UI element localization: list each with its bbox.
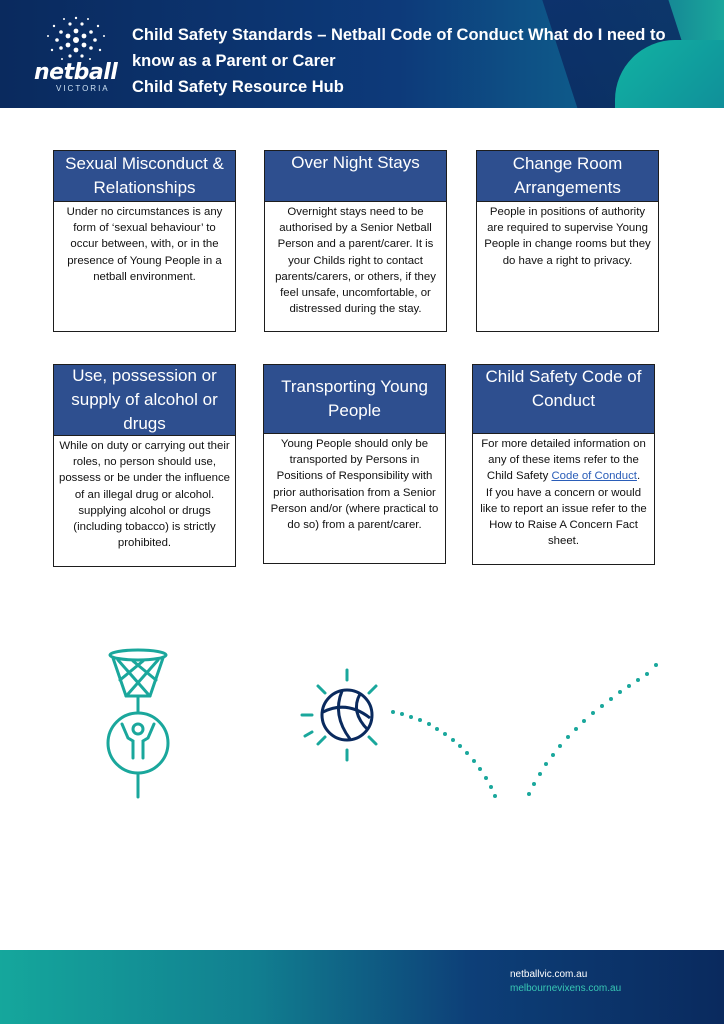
page-header	[0, 0, 724, 108]
logo-wordmark: netball	[34, 60, 118, 85]
title-line-2: know as a Parent or Carer	[132, 52, 336, 70]
code-of-conduct-link[interactable]: Code of Conduct	[551, 470, 637, 483]
card-heading: Transporting Young People	[264, 365, 445, 434]
card-sexual-misconduct	[53, 150, 236, 332]
card-change-room	[476, 150, 659, 332]
card-overnight-stays	[264, 150, 447, 332]
card-heading: Change Room Arrangements	[477, 151, 658, 202]
card-body-punctuation: .	[636, 470, 641, 483]
card-body: People in positions of authority are required to supervise Young People in change rooms but they do have a right to privacy.	[484, 206, 651, 267]
logo-subtext: VICTORIA	[56, 84, 110, 93]
page-title	[132, 22, 717, 100]
card-body-second: If you have a concern or would like to report an issue refer to the How to Raise A Concern Fact sheet.	[480, 486, 647, 548]
card-heading: Over Night Stays	[265, 151, 446, 202]
card-body-text: For more detailed information on any of these items refer to the Child Safety	[481, 438, 646, 483]
footer-website-vixens[interactable]: melbournevixens.com.au	[510, 983, 622, 994]
netball-ball-icon	[302, 670, 376, 760]
card-body	[473, 434, 654, 551]
card-body: While on duty or carrying out their roles, no person should use, possess or be under the influence of an illegal drug or alcohol. supplying alcohol or drugs (including tobacco) is strictly prohibited.	[59, 440, 230, 550]
card-transporting	[263, 364, 446, 564]
page-footer	[0, 950, 724, 1024]
card-alcohol-drugs	[53, 364, 236, 567]
card-heading: Use, possession or supply of alcohol or drugs	[54, 365, 235, 436]
title-line-1: Child Safety Standards – Netball Code of Conduct What do I need to	[132, 26, 666, 44]
bouncing-dots-icon	[391, 663, 658, 798]
card-heading: Child Safety Code of Conduct	[473, 365, 654, 434]
card-heading: Sexual Misconduct & Relationships	[54, 151, 235, 202]
card-body: Under no circumstances is any form of ‘sexual behaviour’ to occur between, with, or in the presence of Young People in a netball environment.	[66, 206, 223, 283]
title-line-3: Child Safety Resource Hub	[132, 78, 344, 96]
footer-website-netballvic[interactable]: netballvic.com.au	[510, 969, 588, 980]
card-body: Young People should only be transported by Persons in Positions of Responsibility with prior authorisation from a Senior Person and/or (where practical to do so) from a parent/carer.	[270, 438, 439, 532]
card-code-of-conduct	[472, 364, 655, 565]
card-body: Overnight stays need to be authorised by a Senior Netball Person and a parent/carer. It is your Childs right to contact parents/carers, or others, if they feel unsafe, uncomfortable, or distressed during the stay.	[275, 206, 436, 316]
netball-hoop-person-icon	[108, 650, 168, 797]
